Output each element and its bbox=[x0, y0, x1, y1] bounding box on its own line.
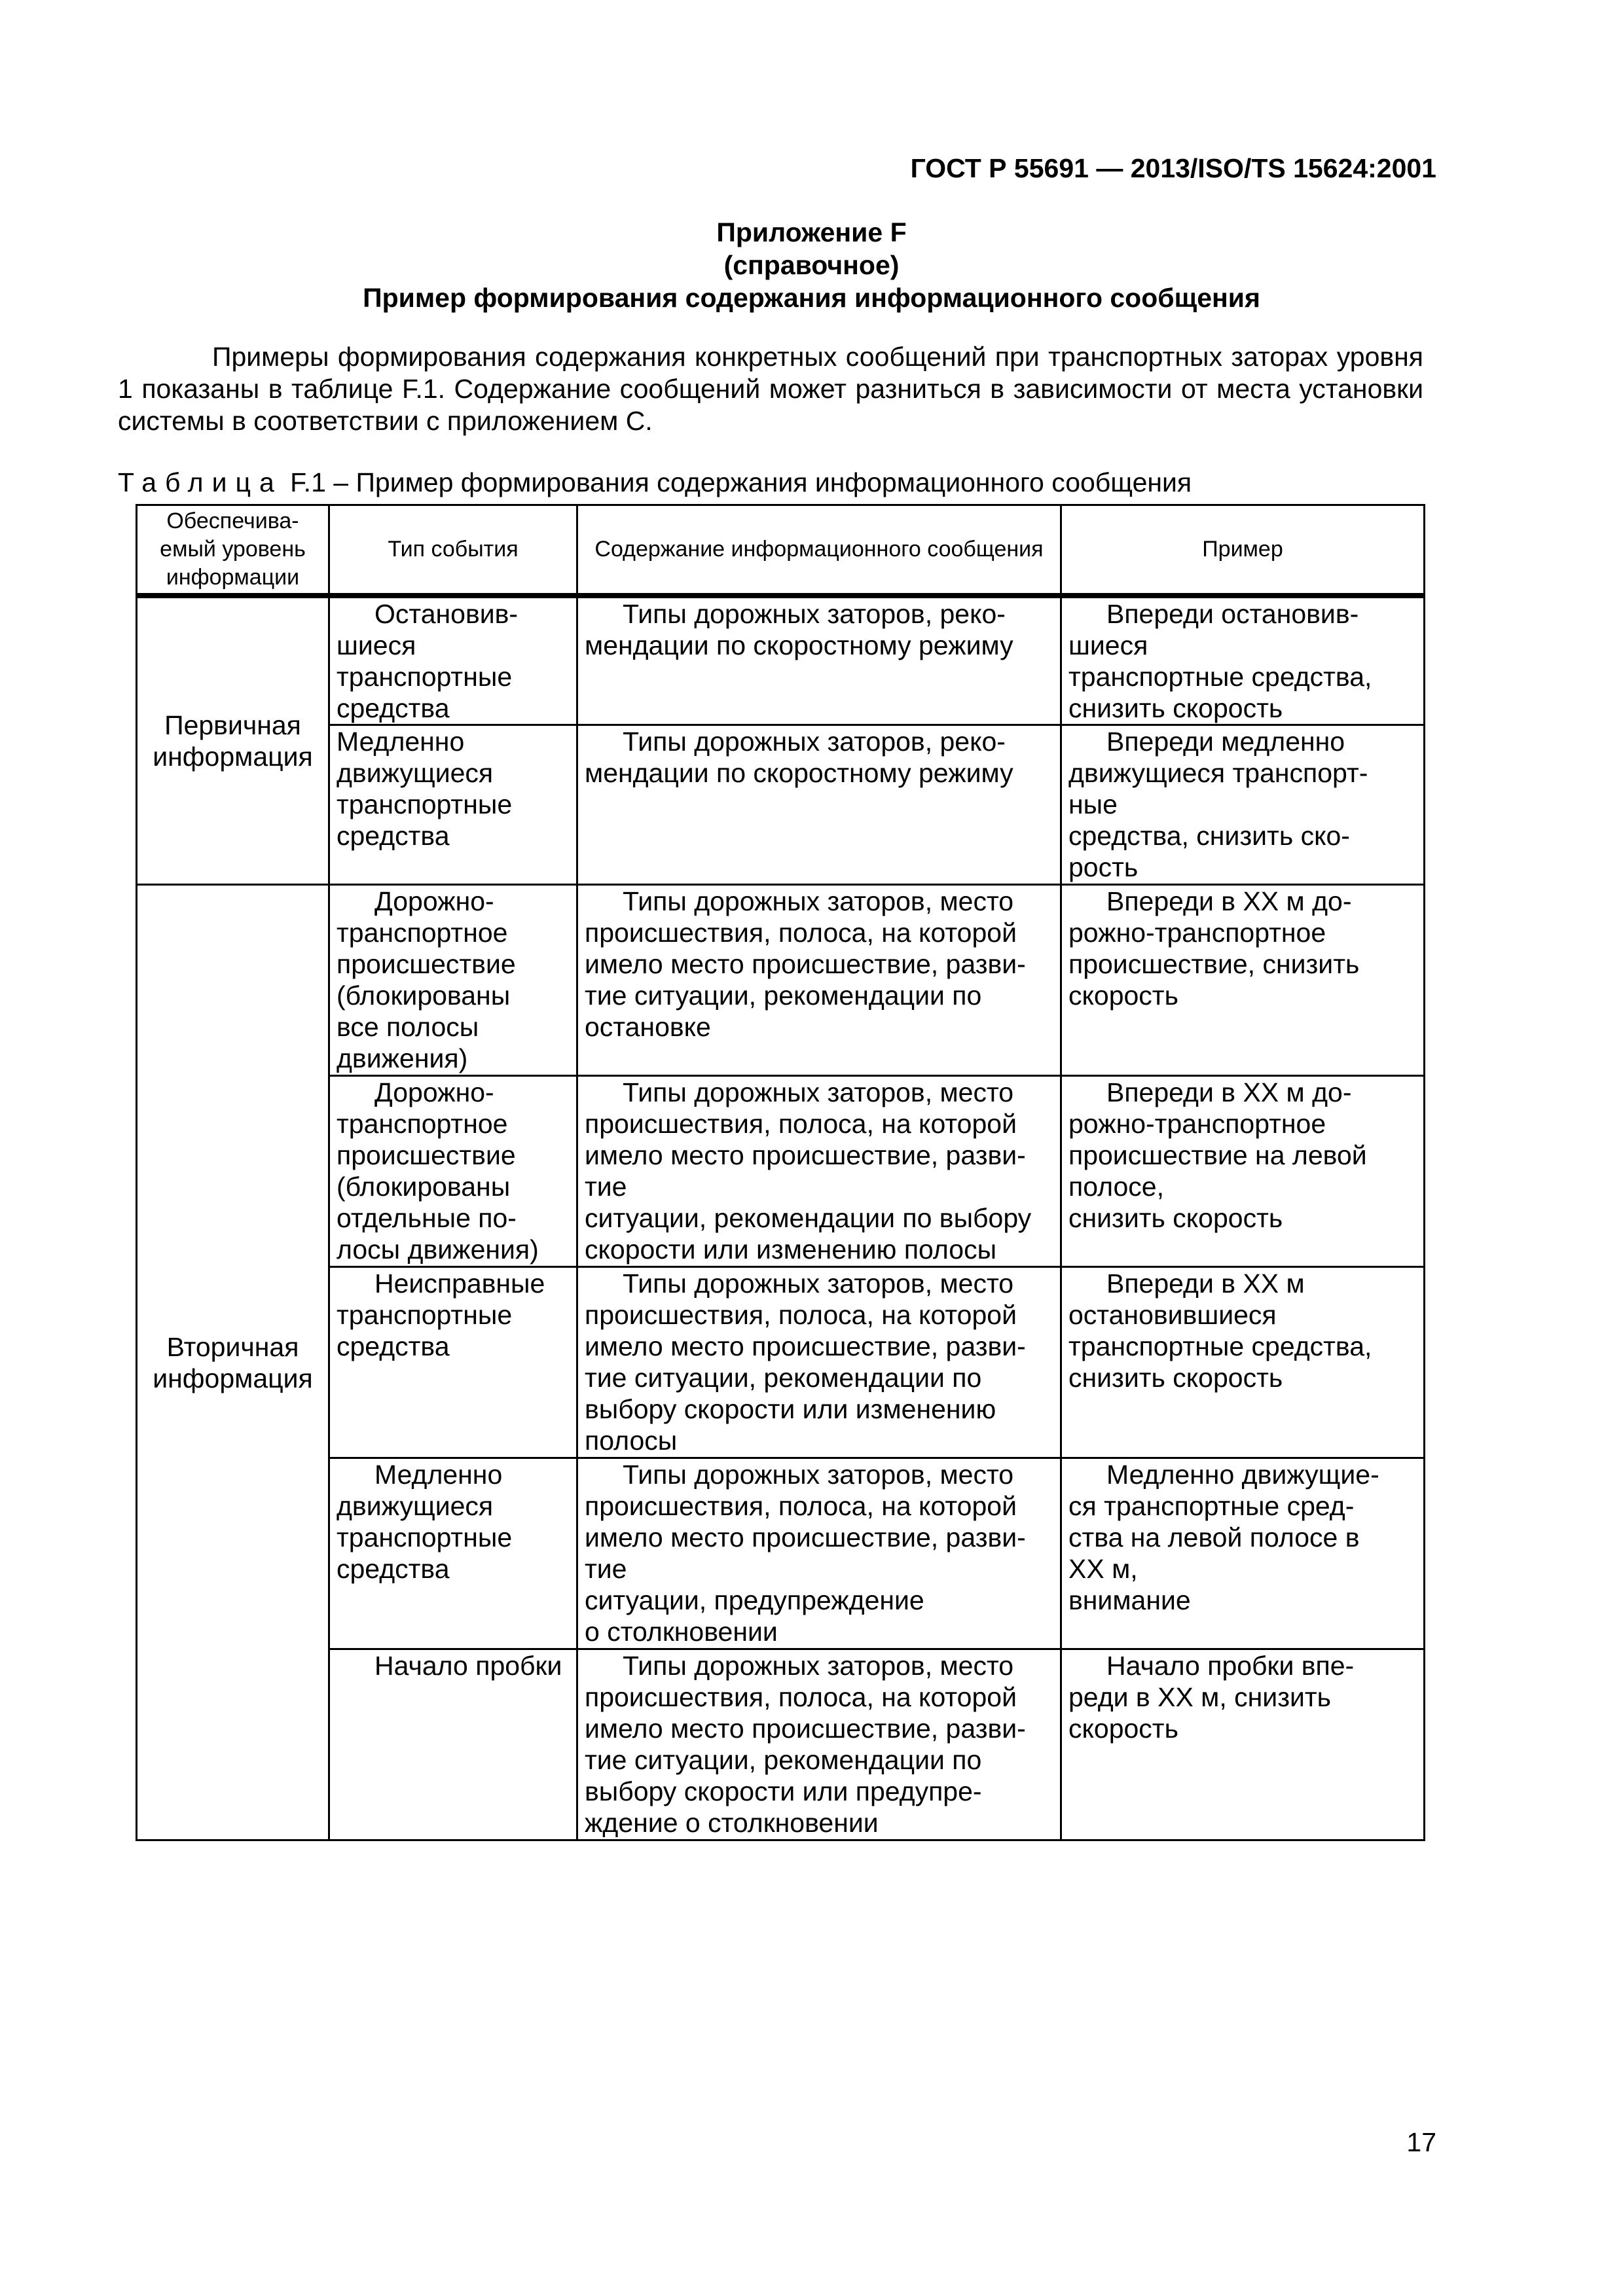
content-cell: Типы дорожных заторов, реко- мендации по скоростному режиму bbox=[577, 725, 1061, 885]
content-cell: Типы дорожных заторов, место происшествия, полоса, на которой имело место происшествие, разви- тие ситуации, рекомендации по выбору скорости или изменению полосы bbox=[577, 1267, 1061, 1458]
table-row bbox=[137, 1076, 1425, 1267]
message-content-table bbox=[136, 504, 1425, 1841]
header-level: Обеспечива- емый уровень информации bbox=[137, 505, 329, 596]
example-cell: Медленно движущие- ся транспортные сред- ства на левой полосе в XX м, внимание bbox=[1061, 1458, 1425, 1649]
page-number: 17 bbox=[1406, 2127, 1436, 2157]
content-cell: Типы дорожных заторов, место происшествия, полоса, на которой имело место происшествие, разви- тие ситуации, предупреждение о столкновении bbox=[577, 1458, 1061, 1649]
level-cell-secondary: Вторичная информация bbox=[137, 885, 329, 1840]
content-cell: Типы дорожных заторов, место происшествия, полоса, на которой имело место происшествие, разви- тие ситуации, рекомендации по выбору скорости или предупре- ждение о столкновении bbox=[577, 1649, 1061, 1840]
example-cell: Впереди медленно движущиеся транспорт- ные средства, снизить ско- рость bbox=[1061, 725, 1425, 885]
header-message-content: Содержание информационного сообщения bbox=[577, 505, 1061, 596]
example-cell: Начало пробки впе- реди в XX м, снизить скорость bbox=[1061, 1649, 1425, 1840]
event-cell: Остановив- шиеся транспортные средства bbox=[329, 596, 577, 725]
level-cell-primary: Первичная информация bbox=[137, 596, 329, 885]
header-event-type: Тип события bbox=[329, 505, 577, 596]
table-caption-text: F.1 – Пример формирования содержания информационного сообщения bbox=[290, 467, 1192, 497]
appendix-subtitle: Пример формирования содержания информационного сообщения bbox=[363, 283, 1260, 313]
example-cell: Впереди в XX м остановившиеся транспортные средства, снизить скорость bbox=[1061, 1267, 1425, 1458]
table-header-row bbox=[137, 505, 1425, 596]
document-header: ГОСТ Р 55691 — 2013/ISO/TS 15624:2001 bbox=[910, 153, 1436, 183]
event-cell: Начало пробки bbox=[329, 1649, 577, 1840]
intro-paragraph: Примеры формирования содержания конкретных сообщений при транспортных заторах уровня 1 показаны в таблице F.1. Содержание сообщений может разниться в зависимости от места установки системы в соответствии с приложением С. bbox=[118, 342, 1423, 436]
header-example: Пример bbox=[1061, 505, 1425, 596]
table-caption bbox=[118, 467, 1192, 498]
event-cell: Неисправные транспортные средства bbox=[329, 1267, 577, 1458]
event-cell: Медленно движущиеся транспортные средства bbox=[329, 725, 577, 885]
appendix-heading bbox=[0, 216, 1623, 314]
example-cell: Впереди в XX м до- рожно-транспортное происшествие на левой полосе, снизить скорость bbox=[1061, 1076, 1425, 1267]
example-cell: Впереди остановив- шиеся транспортные средства, снизить скорость bbox=[1061, 596, 1425, 725]
table-row bbox=[137, 596, 1425, 725]
content-cell: Типы дорожных заторов, место происшествия, полоса, на которой имело место происшествие, разви- тие ситуации, рекомендации по остановке bbox=[577, 885, 1061, 1076]
event-cell: Дорожно- транспортное происшествие (блокированы все полосы движения) bbox=[329, 885, 577, 1076]
event-cell: Медленно движущиеся транспортные средства bbox=[329, 1458, 577, 1649]
appendix-title: Приложение F bbox=[716, 217, 907, 247]
table-row bbox=[137, 885, 1425, 1076]
table-row bbox=[137, 1267, 1425, 1458]
appendix-kind: (справочное) bbox=[723, 250, 900, 280]
event-cell: Дорожно- транспортное происшествие (блокированы отдельные по- лосы движения) bbox=[329, 1076, 577, 1267]
content-cell: Типы дорожных заторов, место происшествия, полоса, на которой имело место происшествие, разви- тие ситуации, рекомендации по выбору скорости или изменению полосы bbox=[577, 1076, 1061, 1267]
table-row bbox=[137, 1458, 1425, 1649]
table-caption-label: Таблица bbox=[118, 467, 283, 497]
table-row bbox=[137, 725, 1425, 885]
table-row bbox=[137, 1649, 1425, 1840]
content-cell: Типы дорожных заторов, реко- мендации по скоростному режиму bbox=[577, 596, 1061, 725]
example-cell: Впереди в XX м до- рожно-транспортное происшествие, снизить скорость bbox=[1061, 885, 1425, 1076]
